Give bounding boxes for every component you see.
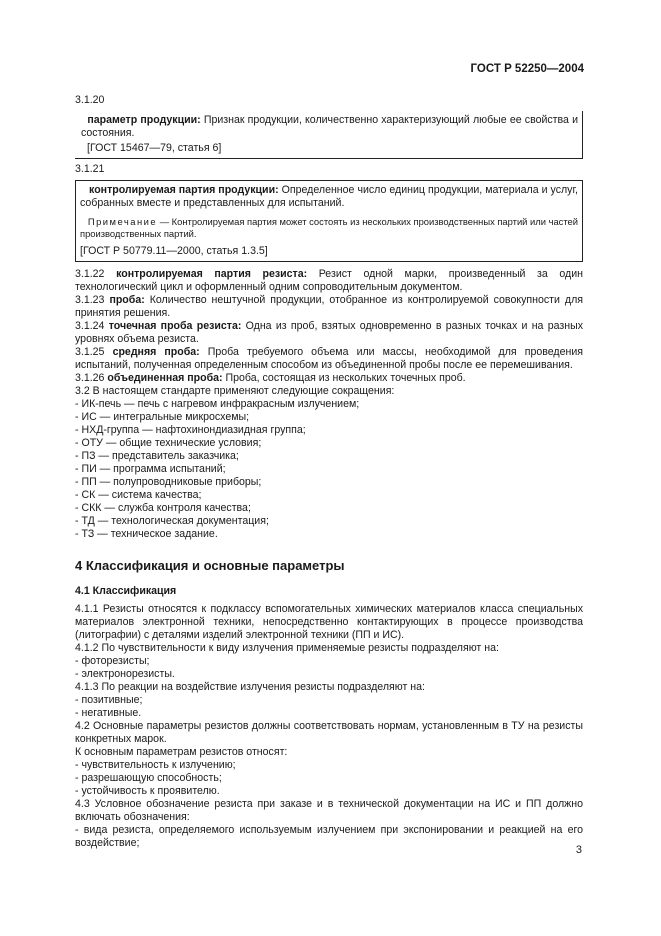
definition-text: Проба, состоящая из нескольких точечных проб. bbox=[222, 372, 466, 384]
list-item: - вида резиста, определяемого используемым излучением при экспонировании и реакцией на его воздействие; bbox=[75, 824, 583, 849]
definition-text: Одна из проб, взятых одновременно в разных точках и на разных уровнях объема резиста. bbox=[75, 320, 583, 345]
clause-number: 3.1.22 bbox=[75, 268, 105, 280]
definition-box-3-1-21 bbox=[75, 180, 583, 262]
definition-3-1-24 bbox=[75, 320, 583, 346]
list-item: - ТЗ — техническое задание. bbox=[75, 528, 218, 540]
page-number: 3 bbox=[575, 844, 582, 856]
clause-4-1-3: 4.1.3 По реакции на воздействие излучения резисты подразделяют на: bbox=[75, 681, 425, 693]
list-item: - ТД — технологическая документация; bbox=[75, 515, 269, 527]
subsection-4-1-heading: 4.1 Классификация bbox=[75, 585, 177, 597]
abbreviations-intro: 3.2 В настоящем стандарте применяют следующие сокращения: bbox=[75, 385, 395, 397]
list-item: - устойчивость к проявителю. bbox=[75, 785, 220, 797]
clause-number: 3.1.23 bbox=[75, 294, 105, 306]
definition-3-1-21 bbox=[80, 184, 578, 210]
section-4-heading: 4 Классификация и основные параметры bbox=[75, 558, 345, 573]
term-label: контролируемая партия продукции: bbox=[89, 184, 279, 196]
definition-3-1-26 bbox=[75, 372, 583, 385]
list-item: - ПЗ — представитель заказчика; bbox=[75, 450, 239, 462]
list-item: - чувствительность к излучению; bbox=[75, 759, 236, 771]
term-label: средняя проба: bbox=[112, 346, 200, 358]
clause-number-3-1-20: 3.1.20 bbox=[75, 94, 105, 106]
definition-3-1-25 bbox=[75, 346, 583, 372]
definition-text: Проба требуемого объема или массы, необходимой для проведения испытаний, полученная определенным способом из объединенной пробы после ее перемешивания. bbox=[75, 346, 583, 371]
clause-number-3-1-21: 3.1.21 bbox=[75, 163, 105, 175]
term-label: объединенная проба: bbox=[107, 372, 223, 384]
clause-4-2-intro: К основным параметрам резистов относят: bbox=[75, 746, 288, 758]
clause-number: 3.1.26 bbox=[75, 372, 105, 384]
list-item: - разрешающую способность; bbox=[75, 772, 222, 784]
term-label: контролируемая партия резиста: bbox=[116, 268, 308, 280]
definition-3-1-20 bbox=[81, 114, 578, 140]
clause-4-2: 4.2 Основные параметры резистов должны соответствовать нормам, установленным в ТУ на резисты конкретных марок. bbox=[75, 720, 583, 745]
clause-4-1-2: 4.1.2 По чувствительности к виду излучения применяемые резисты подразделяют на: bbox=[75, 642, 499, 654]
list-item: - ПИ — программа испытаний; bbox=[75, 463, 226, 475]
list-item: - ИС — интегральные микросхемы; bbox=[75, 411, 250, 423]
definition-text: Определенное число единиц продукции, материала и услуг, собранных вместе и представленных для испытаний. bbox=[80, 184, 578, 209]
clause-number: 3.1.24 bbox=[75, 320, 105, 332]
page-content bbox=[75, 94, 583, 850]
document-code-header: ГОСТ Р 52250—2004 bbox=[470, 63, 584, 75]
term-label: параметр продукции: bbox=[87, 114, 201, 126]
definition-box-3-1-20 bbox=[75, 111, 583, 159]
definition-3-1-23 bbox=[75, 294, 583, 320]
reference: [ГОСТ 15467—79, статья 6] bbox=[87, 142, 222, 154]
reference: [ГОСТ Р 50779.11—2000, статья 1.3.5] bbox=[80, 245, 268, 257]
definition-3-1-22 bbox=[75, 268, 583, 294]
clause-4-1-1: 4.1.1 Резисты относятся к подклассу вспомогательных химических материалов класса специальных материалов электронной техники, непосредственно контактирующих в процессе производства (литографии) с деталями изделий электронной техники (ПП и ИС). bbox=[75, 603, 583, 641]
list-item: - негативные. bbox=[75, 707, 142, 719]
clause-4-3: 4.3 Условное обозначение резиста при заказе и в технической документации на ИС и ПП должно включать обозначения: bbox=[75, 798, 583, 823]
list-item: - НХД-группа — нафтохинондиазидная группа; bbox=[75, 424, 306, 436]
list-item: - СКК — служба контроля качества; bbox=[75, 502, 251, 514]
list-item: - фоторезисты; bbox=[75, 655, 150, 667]
note bbox=[80, 216, 578, 240]
list-item: - позитивные; bbox=[75, 694, 143, 706]
list-item: - ПП — полупроводниковые приборы; bbox=[75, 476, 262, 488]
definition-text: Признак продукции, количественно характеризующий любые ее свойства и состояния. bbox=[81, 114, 578, 139]
list-item: - СК — система качества; bbox=[75, 489, 202, 501]
clause-number: 3.1.25 bbox=[75, 346, 105, 358]
term-label: проба: bbox=[109, 294, 145, 306]
definition-text: Резист одной марки, произведенный за один технологический цикл и оформленный одним сопроводительным документом. bbox=[75, 268, 583, 293]
list-item: - электронорезисты. bbox=[75, 668, 175, 680]
list-item: - ОТУ — общие технические условия; bbox=[75, 437, 262, 449]
term-label: точечная проба резиста: bbox=[108, 320, 242, 332]
list-item: - ИК-печь — печь с нагревом инфракрасным излучением; bbox=[75, 398, 360, 410]
note-label: Примечание bbox=[87, 216, 158, 227]
abbreviations-list bbox=[75, 398, 583, 541]
definition-text: Количество нештучной продукции, отобранное из контролируемой совокупности для принятия решения. bbox=[75, 294, 583, 319]
note-text: — Контролируемая партия может состоять из нескольких производственных партий или частей производственных партий. bbox=[80, 216, 578, 239]
